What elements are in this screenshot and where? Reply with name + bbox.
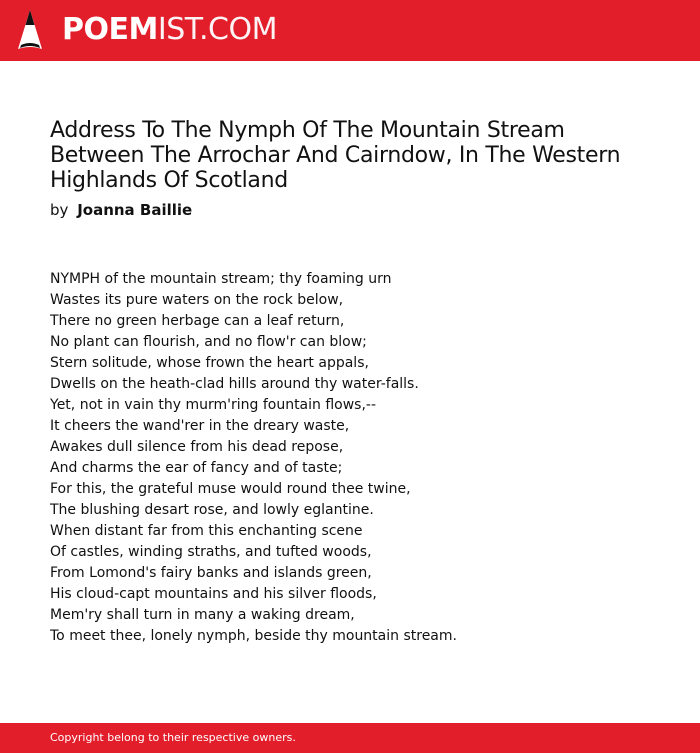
poem-line: Wastes its pure waters on the rock below, — [50, 292, 344, 308]
poem-line: NYMPH of the mountain stream; thy foaming urn — [50, 271, 392, 287]
poem-line: The blushing desart rose, and lowly eglantine. — [50, 502, 374, 518]
logo-text-bold: POEM — [62, 12, 158, 47]
by-label: by — [50, 201, 69, 219]
poem-line: It cheers the wand'rer in the dreary waste, — [50, 418, 350, 434]
poem-byline — [50, 200, 192, 220]
poem-line: There no green herbage can a leaf return, — [50, 313, 345, 329]
poem-body — [50, 269, 670, 647]
poem-line: His cloud-capt mountains and his silver floods, — [50, 586, 377, 602]
poem-title: Address To The Nymph Of The Mountain Stream Between The Arrochar And Cairndow, In The Western Highlands Of Scotland — [50, 118, 621, 193]
poem-line: Stern solitude, whose frown the heart appals, — [50, 355, 369, 371]
poem-line: From Lomond's fairy banks and islands green, — [50, 565, 372, 581]
poem-line: Of castles, winding straths, and tufted woods, — [50, 544, 372, 560]
poem-line: To meet thee, lonely nymph, beside thy mountain stream. — [50, 628, 457, 644]
copyright-text: Copyright belong to their respective owners. — [50, 731, 296, 744]
author-name[interactable]: Joanna Baillie — [77, 201, 193, 219]
poem-line: No plant can flourish, and no flow'r can blow; — [50, 334, 367, 350]
logo-text-light: IST.COM — [157, 12, 277, 47]
poem-line: Awakes dull silence from his dead repose, — [50, 439, 344, 455]
site-header — [0, 0, 700, 61]
poem-line: When distant far from this enchanting scene — [50, 523, 363, 539]
poem-line: For this, the grateful muse would round thee twine, — [50, 481, 411, 497]
site-logo-link[interactable] — [62, 12, 277, 48]
poem-line: Mem'ry shall turn in many a waking dream, — [50, 607, 355, 623]
poem-line: Dwells on the heath-clad hills around thy water-falls. — [50, 376, 419, 392]
site-footer — [0, 723, 700, 753]
poem-line: Yet, not in vain thy murm'ring fountain flows,-- — [50, 397, 377, 413]
pencil-tip-icon[interactable] — [17, 9, 43, 51]
poem-line: And charms the ear of fancy and of taste; — [50, 460, 343, 476]
